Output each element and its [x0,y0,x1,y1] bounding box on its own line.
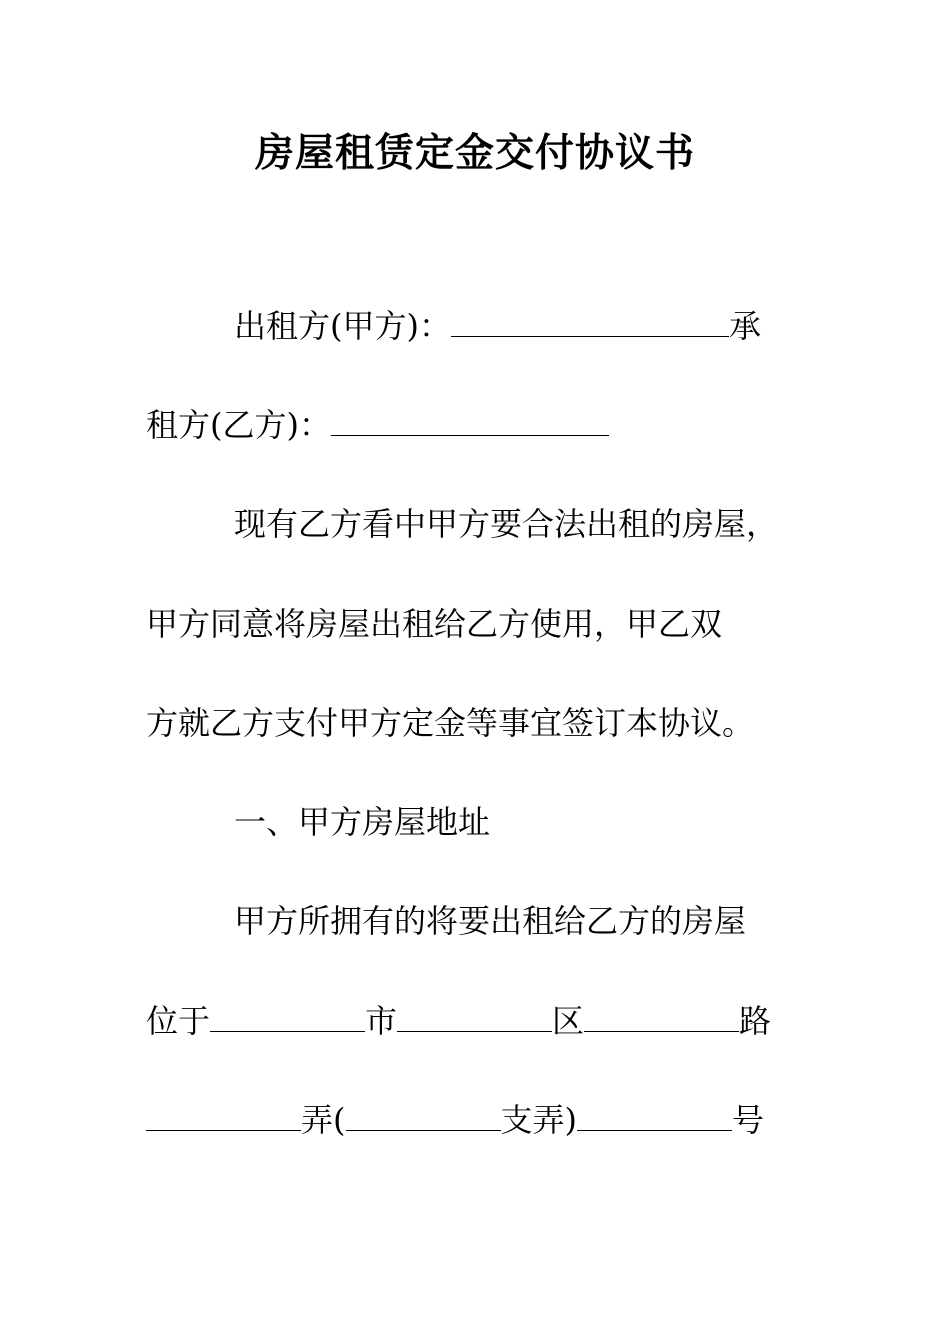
city-blank[interactable] [210,1007,365,1032]
district-blank[interactable] [397,1007,552,1032]
landlord-line [234,306,761,346]
tenant-blank[interactable] [331,411,609,436]
number-blank[interactable] [577,1106,732,1131]
section1-heading: 一、甲方房屋地址 [234,803,491,841]
intro-line-3: 方就乙方支付甲方定金等事宜签订本协议。 [146,704,755,742]
addr-prefix: 位于 [146,1002,211,1040]
city-label: 市 [365,1002,398,1040]
tenant-label-part2: 租方(乙方)： [146,406,331,444]
road-label: 路 [739,1002,772,1040]
section1-text-line1: 甲方所拥有的将要出租给乙方的房屋 [234,902,747,940]
tenant-label-part1: 承 [728,307,761,345]
branch-lane-blank[interactable] [346,1106,501,1131]
intro-line-1: 现有乙方看中甲方要合法出租的房屋， [234,505,779,543]
branch-lane-label: 支弄) [500,1101,577,1139]
address-line-2 [146,1100,764,1140]
road-blank[interactable] [584,1007,739,1032]
district-label: 区 [552,1002,585,1040]
landlord-blank[interactable] [451,312,729,337]
intro-line-2: 甲方同意将房屋出租给乙方使用，甲乙双 [146,605,723,643]
document-title: 房屋租赁定金交付协议书 [254,130,695,176]
address-line-1 [146,1001,771,1041]
landlord-label: 出租方(甲方)： [234,307,451,345]
tenant-line [146,405,609,445]
lane-label: 弄( [301,1101,346,1139]
lane-blank[interactable] [146,1106,301,1131]
number-label: 号 [732,1101,765,1139]
